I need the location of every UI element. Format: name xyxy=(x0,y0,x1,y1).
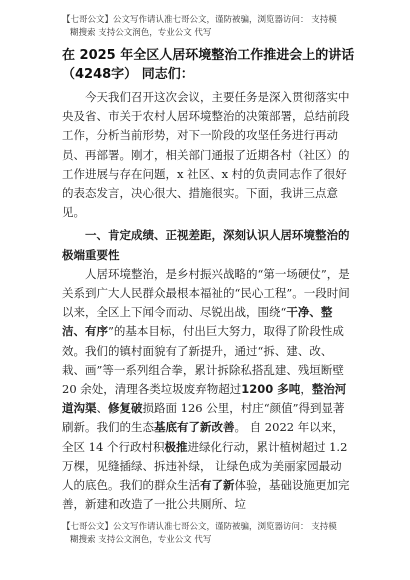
emphasis-text: 极推 xyxy=(164,439,188,454)
text-run: ”的基本目标，付出巨大努力，取得了阶段性成效。我们的镇村面貌有了新提升，通过“拆、建、改、栽、画”等一系列组合拳，累计拆除私搭乱建、残垣断壁 20 余处，清理各类垃圾废弃物超过 xyxy=(62,324,344,397)
text-run: 进绿化行动，累计植树超过 1.2 万棵，见缝插绿、拆违补绿， 让绿色成为美丽家园最动人的底色。我们的群众生活 xyxy=(62,439,348,493)
footer-line-1: 【七哥公文】公文写作请认准七哥公文，谨防被骗，浏览器访问： 支持模 xyxy=(62,522,337,532)
footer-line-2: 糊搜索 支持公文润色，专业公文 代写 xyxy=(70,535,212,545)
emphasis-text: 修复破 xyxy=(108,401,143,416)
page-footer-watermark xyxy=(62,521,362,547)
header-line-1: 【七哥公文】公文写作请认准七哥公文，谨防被骗，浏览器访问： 支持模 xyxy=(62,15,337,25)
text-run: 人居环境整治，是乡村振兴战略的“第一场硬仗”，是关系到广大人民群众最根本福祉的“民心工程”。一段时间以来，全区上下闻令而动、尽锐出战，围绕“ xyxy=(62,266,350,320)
emphasis-text: 1200 多吨 xyxy=(241,382,301,397)
text-run: 、 xyxy=(96,401,108,416)
page-header-watermark xyxy=(62,14,362,40)
text-run: 体验，基础设施更加完善，新建和改造了一批公共厕所、垃 xyxy=(62,478,350,512)
emphasis-text: 基底有了新改善 xyxy=(154,420,235,435)
document-title: 在 2025 年全区人居环境整治工作推进会上的讲话（4248字） 同志们： xyxy=(62,48,355,82)
emphasis-text: 整治河道沟渠 xyxy=(62,382,347,416)
text-run: ， xyxy=(300,382,312,397)
section-heading-1: 一、肯定成绩、正视差距，深刻认识人居环境整治的极端重要性 xyxy=(62,228,350,262)
paragraph-intro: 今天我们召开这次会议，主要任务是深入贯彻落实中央及省、市关于农村人居环境整治的决策部署，总结前段工作，分析当前形势，对下一阶段的攻坚任务进行再动员、再部署。刚才，相关部门通报了近期各村（社区）的工作进展与存在问题，x 社区、x 村的负责同志作了很好的表态发言，决心很大、措施很实。下面，我讲三点意见。 xyxy=(62,90,350,220)
paragraph-achievements xyxy=(62,265,352,515)
emphasis-text: 有了新 xyxy=(200,478,235,493)
emphasis-text: 干净、整洁、有序 xyxy=(62,305,333,339)
text-run: 损路面 126 公里，村庄“颜值”得到显著刷新。我们的生态 xyxy=(62,401,345,435)
header-line-2: 糊搜索 支持公文润色，专业公文 代写 xyxy=(70,28,212,38)
text-run: 。 自 2022 年以来，全区 14 个行政村积 xyxy=(62,420,344,454)
document-body xyxy=(62,88,352,514)
